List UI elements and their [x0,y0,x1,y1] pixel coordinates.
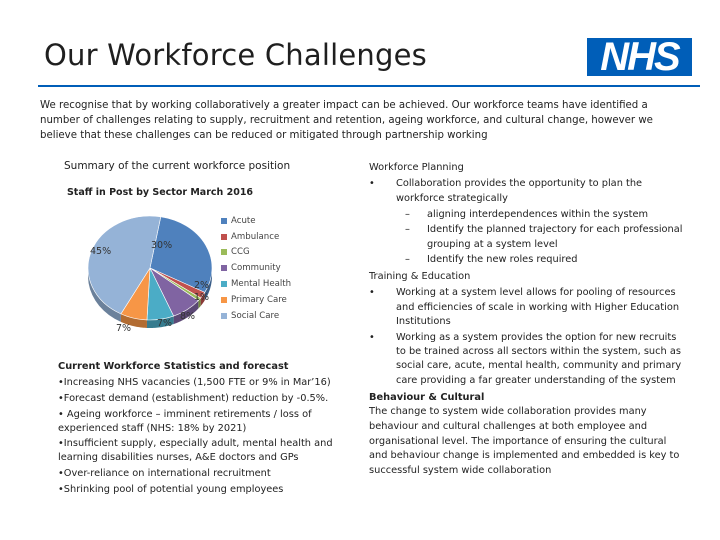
stats-item: •Increasing NHS vacancies (1,500 FTE or 9% in Mar’16) [58,377,331,388]
right-column [369,160,687,479]
legend-swatch [221,218,227,224]
pie-label-mental-health: 7% [157,318,173,329]
stats-item: •Forecast demand (establishment) reduction by -0.5%. [58,393,329,404]
stats-heading: Current Workforce Statistics and forecast [58,361,289,372]
pie-chart [80,210,220,340]
legend-swatch [221,265,227,271]
legend-item-mental-health: Mental Health [221,276,291,292]
intro-paragraph: We recognise that by working collaboratively a greater impact can be achieved. Our workforce teams have identified a number of challenges relating to supply, recruitment and retention, ageing workforce, and cultural change, however we believe that these challenges can be reduced or mitigated through partnership working [40,100,653,141]
dash-mark: – [405,224,410,236]
pie-label-acute: 30% [151,240,173,251]
wp-sub-bullet: – aligning interdependences within the system [369,208,687,222]
pie-label-community: 8% [180,311,196,322]
legend-swatch [221,281,227,287]
wp-sub-bullet: – Identify the planned trajectory for each professional grouping at a system level [405,224,683,250]
behaviour-cultural-text: The change to system wide collaboration provides many behaviour and cultural challenges at both employee and organisational level. The importance of ensuring the cultural and behaviour change is implemented and embedded is key to successful system wide collaboration [369,406,680,477]
pie-label-social-care: 45% [90,246,112,257]
pie-label-ambulance: 2% [194,280,210,291]
legend-swatch [221,297,227,303]
stats-item: •Insufficient supply, especially adult, mental health and learning disabilities nurses, A&E doctors and GPs [58,438,333,463]
wp-bullet: • Collaboration provides the opportunity to plan the workforce strategically [369,178,643,204]
legend-item-primary-care: Primary Care [221,292,291,308]
legend-item-ambulance: Ambulance [221,229,291,245]
legend-item-social-care: Social Care [221,308,291,324]
title-divider [38,85,700,87]
legend-swatch [221,313,227,319]
bullet-mark: • [369,287,375,299]
dash-mark: – [405,208,410,220]
training-education-heading: Training & Education [369,271,471,283]
behaviour-cultural-heading: Behaviour & Cultural [369,391,485,403]
legend-swatch [221,249,227,255]
stats-item: • Ageing workforce – imminent retirements / loss of experienced staff (NHS: 18% by 2021) [58,409,312,434]
workforce-stats [58,359,343,498]
pie-label-ccg: 1% [194,292,210,303]
page-title: Our Workforce Challenges [44,38,427,72]
wp-sub-bullet: – Identify the new roles required [369,253,687,267]
stats-item: •Over-reliance on international recruitment [58,468,271,479]
legend-item-community: Community [221,260,291,276]
legend-swatch [221,234,227,240]
te-bullet: • Working at a system level allows for pooling of resources and efficiencies of scale in working with Higher Education Institutions [369,287,680,327]
bullet-mark: • [369,178,375,190]
bullet-mark: • [369,331,375,343]
legend-item-acute: Acute [221,213,291,229]
chart-title: Staff in Post by Sector March 2016 [66,187,254,198]
summary-heading: Summary of the current workforce position [64,160,291,172]
pie-label-primary-care: 7% [116,323,132,334]
stats-item: •Shrinking pool of potential young employees [58,484,284,495]
chart-legend [221,213,291,324]
nhs-logo: NHS [587,38,692,76]
workforce-planning-heading: Workforce Planning [369,162,464,173]
legend-item-ccg: CCG [221,245,291,261]
te-bullet: • Working as a system provides the option for new recruits to be trained across all sectors within the system, such as social care, acute, mental health, community and primary care providing a far greater understanding of the system [369,331,682,386]
dash-mark: – [405,254,410,266]
